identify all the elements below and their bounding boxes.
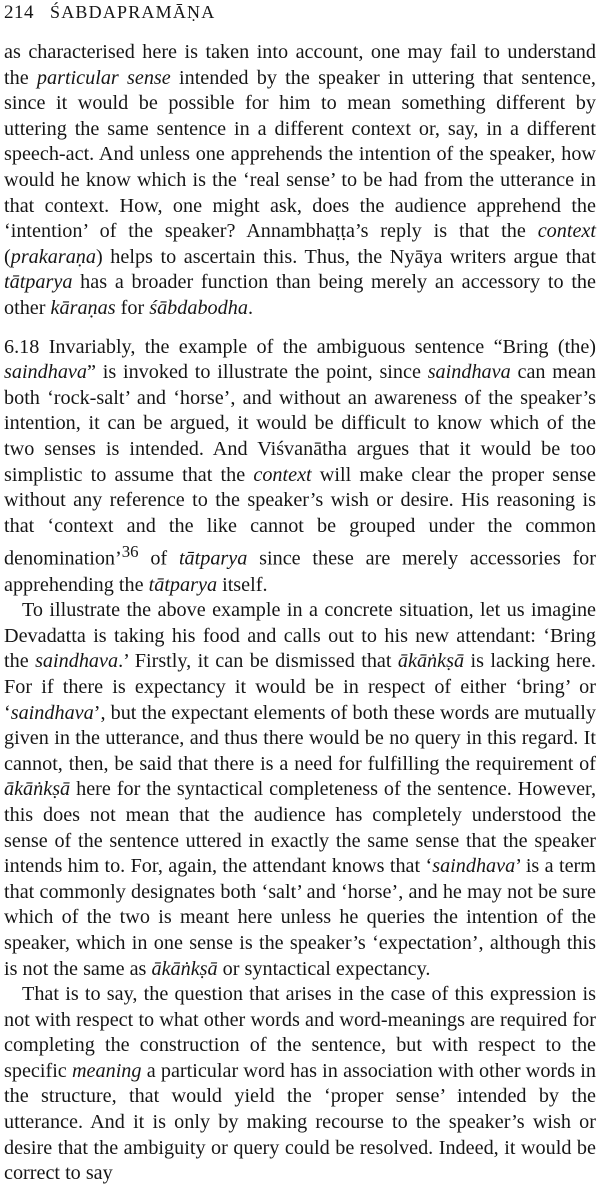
paragraph-section-6-18: 6.18 Invariably, the example of the ambiguous sentence “Bring (the) saindhava” is invoked to illustrate the point, since saindhava can mean both ‘rock-salt’ and ‘horse’, and without an awareness of the speaker’s intention, it can be argued, it would be difficult to know which of the two senses is intended. And Viśvanātha argues that it would be too simplistic to assume that the context will make clear the proper sense without any reference to the speaker’s wish or desire. His reasoning is that ‘context and the like cannot be grouped under the common denomination’$^{36}$ of tātparya since these are merely accessories for apprehending the tātparya itself. [4, 335, 596, 596]
running-header [4, 0, 596, 34]
paragraph-conclusion: That is to say, the question that arises in the case of this expression is not with respect to what other words and word-meanings are required for completing the construction of the sentence, but with respect to the specific meaning a particular word has in association with other words in the structure, that would yield the ‘proper sense’ intended by the utterance. And it is only by making recourse to the speaker’s wish or desire that the ambiguity or query could be resolved. Indeed, it would be correct to say [4, 983, 596, 1185]
running-title: ŚABDAPRAMĀṆA [50, 2, 216, 22]
paragraph-continued: as characterised here is taken into account, one may fail to understand the particular sense intended by the speaker in uttering that sentence, since it would be possible for him to mean something different by uttering the same sentence in a different context or, say, in a different speech-act. And unless one apprehends the intention of the speaker, how would he know which is the ‘real sense’ to be had from the utterance in that context. How, one might ask, does the audience apprehend the ‘intention’ of the speaker? Annambhaṭṭa’s reply is that the context (prakaraṇa) helps to ascertain this. Thus, the Nyāya writers argue that tātparya has a broader function than being merely an accessory to the other kāraṇas for śābdabodha. [4, 41, 596, 319]
page-number: 214 [4, 2, 34, 23]
body-text [4, 40, 596, 1187]
paragraph-illustration: To illustrate the above example in a concrete situation, let us imagine Devadatta is taking his food and calls out to his new attendant: ‘Bring the saindhava.’ Firstly, it can be dismissed that ākāṅkṣā is lacking here. For if there is expectancy it would be in respect of either ‘bring’ or ‘saindhava’, but the expectant elements of both these words are mutually given in the utterance, and thus there would be no query in this regard. It cannot, then, be said that there is a need for fulfilling the requirement of ākāṅkṣā here for the syntactical completeness of the sentence. However, this does not mean that the audience has completely understood the sense of the sentence uttered in exactly the same sense that the speaker intends him to. For, again, the attendant knows that ‘saindhava’ is a term that commonly designates both ‘salt’ and ‘horse’, and he may not be sure which of the two is meant here unless he queries the intention of the speaker, which in one sense is the speaker’s ‘expectation’, although this is not the same as ākāṅkṣā or syntactical expectancy. [4, 599, 596, 980]
